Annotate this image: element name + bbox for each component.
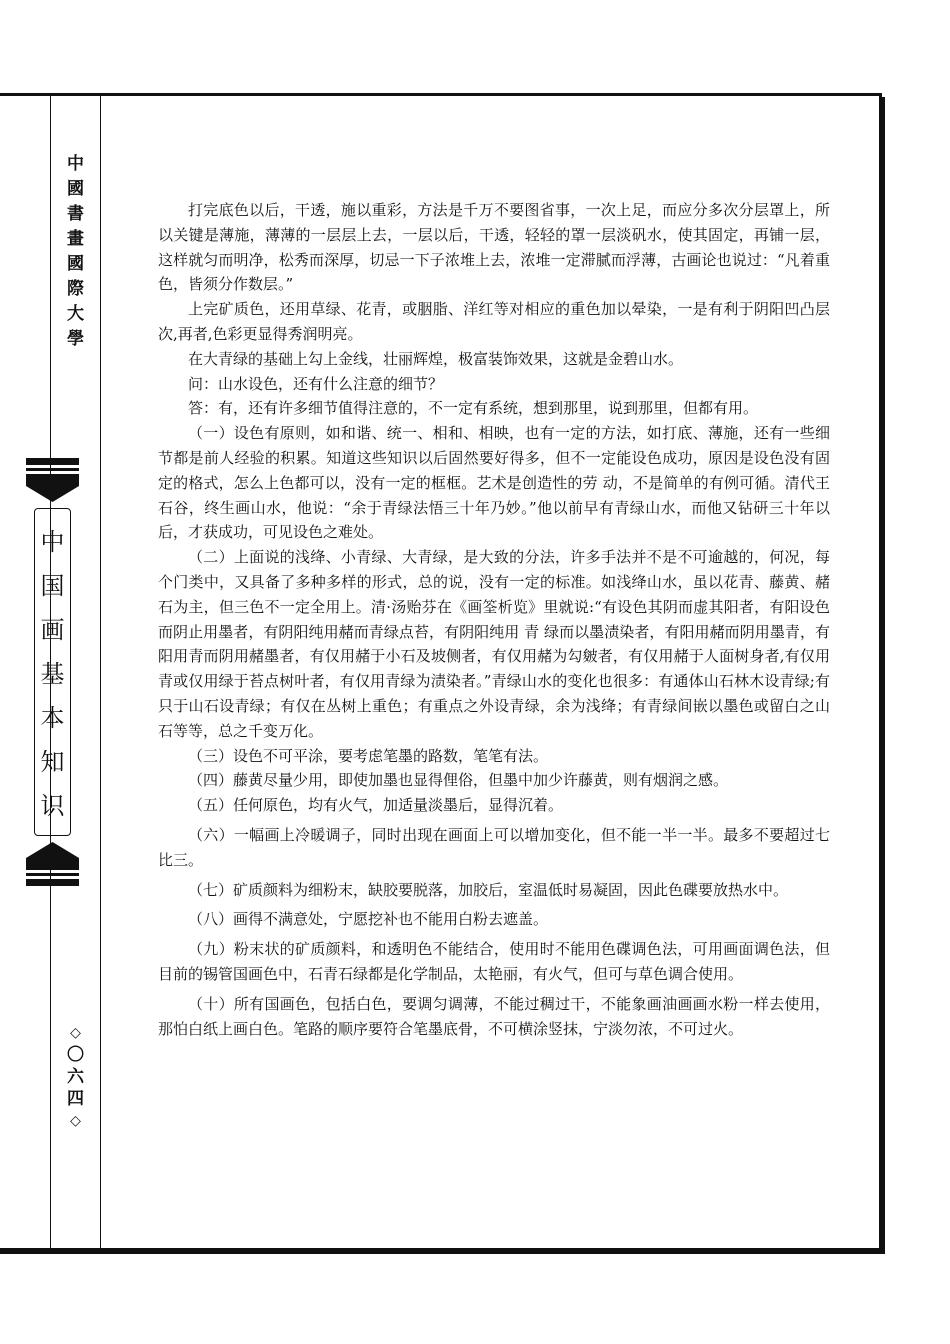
sidebar-inner-rule [100,96,101,1251]
school-name-vertical [51,152,100,352]
paragraph: （九）粉末状的矿质颜料，和透明色不能结合，使用时不能用色碟调色法，可用画面调色法，但目前的锡管国画色中，石青石绿都是化学制品，太艳丽，有火气，但可与草色调合使用。 [158,940,830,983]
paragraph: 问：山水设色，还有什么注意的细节？ [188,374,444,393]
title-bottom-bar [26,879,79,886]
title-bottom-thin-bar [26,873,79,876]
page-number-vertical [51,1022,100,1132]
school-char: 畫 [67,229,84,249]
page-number-char: 四 [67,1089,84,1109]
title-char: 国 [40,572,65,600]
paragraph: （七）矿质颜料为细粉末，缺胶要脱落，加胶后，室温低时易凝固，因此色碟要放热水中。 [188,880,789,899]
paragraph: 打完底色以后，干透，施以重彩，方法是千万不要图省事，一次上足，而应分多次分层罩上，所以关键是薄施，薄薄的一层层上去，一层以后，干透，轻轻的罩一层淡矾水，使其固定，再铺一层，这样就匀而明净，松秀而深厚，切忌一下子浓堆上去，浓堆一定滞腻而浮薄，古画论也说过：“凡着重色，皆须分作数层。” [158,201,830,294]
school-char: 書 [67,204,84,224]
paragraph: 上完矿质色，还用草绿、花青，或胭脂、洋红等对相应的重色加以晕染，一是有利于阴阳凹凸层次,再者,色彩更显得秀润明亮。 [158,300,830,343]
school-char: 際 [67,279,84,299]
title-bottom-chevron [26,842,79,870]
page-number-char: 〇 [67,1045,84,1065]
paragraph: （一）设色有原则，如和谐、统一、相和、相映，也有一定的方法，如打底、薄施，还有一些细节都是前人经验的积累。知道这些知识以后固然要好得多，但不一定能设色成功，原因是设色没有固定的格式，怎么上色都可以，没有一定的框框。艺术是创造性的劳 动，不是简单的有例可循。清代王石谷，终生画山水，他说：“余于青绿法悟三十年乃妙。”他以前早有青绿山水，而他又钻研三十年以后，才获成功，可见设色之难处。 [158,424,830,542]
body-text [158,198,830,1041]
paragraph: （四）藤黄尽量少用，即使加墨也显得俚俗，但墨中加少许藤黄，则有烟润之感。 [188,771,729,790]
paragraph: （六）一幅画上冷暖调子，同时出现在画面上可以增加变化，但不能一半一半。最多不要超过七比三。 [158,825,830,869]
frame-shadow-bottom [0,1251,885,1254]
paragraph: 答：有，还有许多细节值得注意的，不一定有系统，想到那里，说到那里，但都有用。 [188,399,759,418]
book-title-vertical [26,520,79,828]
title-top-chevron [26,474,79,502]
paragraph: （五）任何原色，均有火气，加适量淡墨后，显得沉着。 [188,796,564,815]
diamond-icon: ◇ [70,1113,81,1129]
school-char: 大 [67,304,84,324]
title-char: 知 [40,748,65,776]
school-char: 國 [67,179,84,199]
title-char: 画 [40,616,65,644]
title-top-bar [26,458,79,465]
school-char: 中 [67,154,84,174]
title-top-thin-bar [26,468,79,471]
title-char: 基 [40,660,65,688]
paragraph: 在大青绿的基础上勾上金线，壮丽辉煌，极富装饰效果，这就是金碧山水。 [188,349,684,368]
page-number-char: 六 [67,1067,84,1087]
paragraph: （十）所有国画色，包括白色，要调匀调薄，不能过稠过干，不能象画油画画水粉一样去使用，那怕白纸上画白色。笔路的顺序要符合笔墨底骨，不可横涂竖抹，宁淡勿浓，不可过火。 [158,994,830,1038]
title-char: 本 [40,704,65,732]
frame-shadow-right [882,97,885,1254]
paragraph: （八）画得不满意处，宁愿挖补也不能用白粉去遮盖。 [188,910,549,929]
paragraph: （二）上面说的浅绛、小青绿、大青绿，是大致的分法，许多手法并不是不可逾越的，何况，每个门类中，又具备了多种多样的形式，总的说，没有一定的标准。如浅绛山水，虽以花青、藤黄、赭石为主，但三色不一定全用上。清·汤贻芬在《画筌析览》里就说:“有设色其阴而虚其阳者，有阳设色而阴止用墨者，有阴阳纯用赭而青绿点苔，有阴阳纯用 青 绿而以墨渍染者，有阳用赭而阴用墨青，有阳用青而阴用赭墨者，有仅用赭于小石及坡侧者，有仅用赭为勾皴者，有仅用赭于人面树身者,有仅用青或仅用绿于苔点树叶者，有仅用青绿为渍染者。”青绿山水的变化也很多：有通体山石林木设青绿;有只于山石设青绿；有仅在丛树上重色；有重点之外设青绿，余为浅绛；有青绿间嵌以墨色或留白之山石等等，总之千变万化。 [158,548,830,740]
book-title-panel [26,458,79,886]
school-char: 學 [67,329,84,349]
school-char: 國 [67,254,84,274]
diamond-icon: ◇ [70,1025,81,1041]
title-char: 识 [40,792,65,820]
title-char: 中 [40,528,65,556]
paragraph: （三）设色不可平涂，要考虑笔墨的路数，笔笔有法。 [188,746,549,765]
